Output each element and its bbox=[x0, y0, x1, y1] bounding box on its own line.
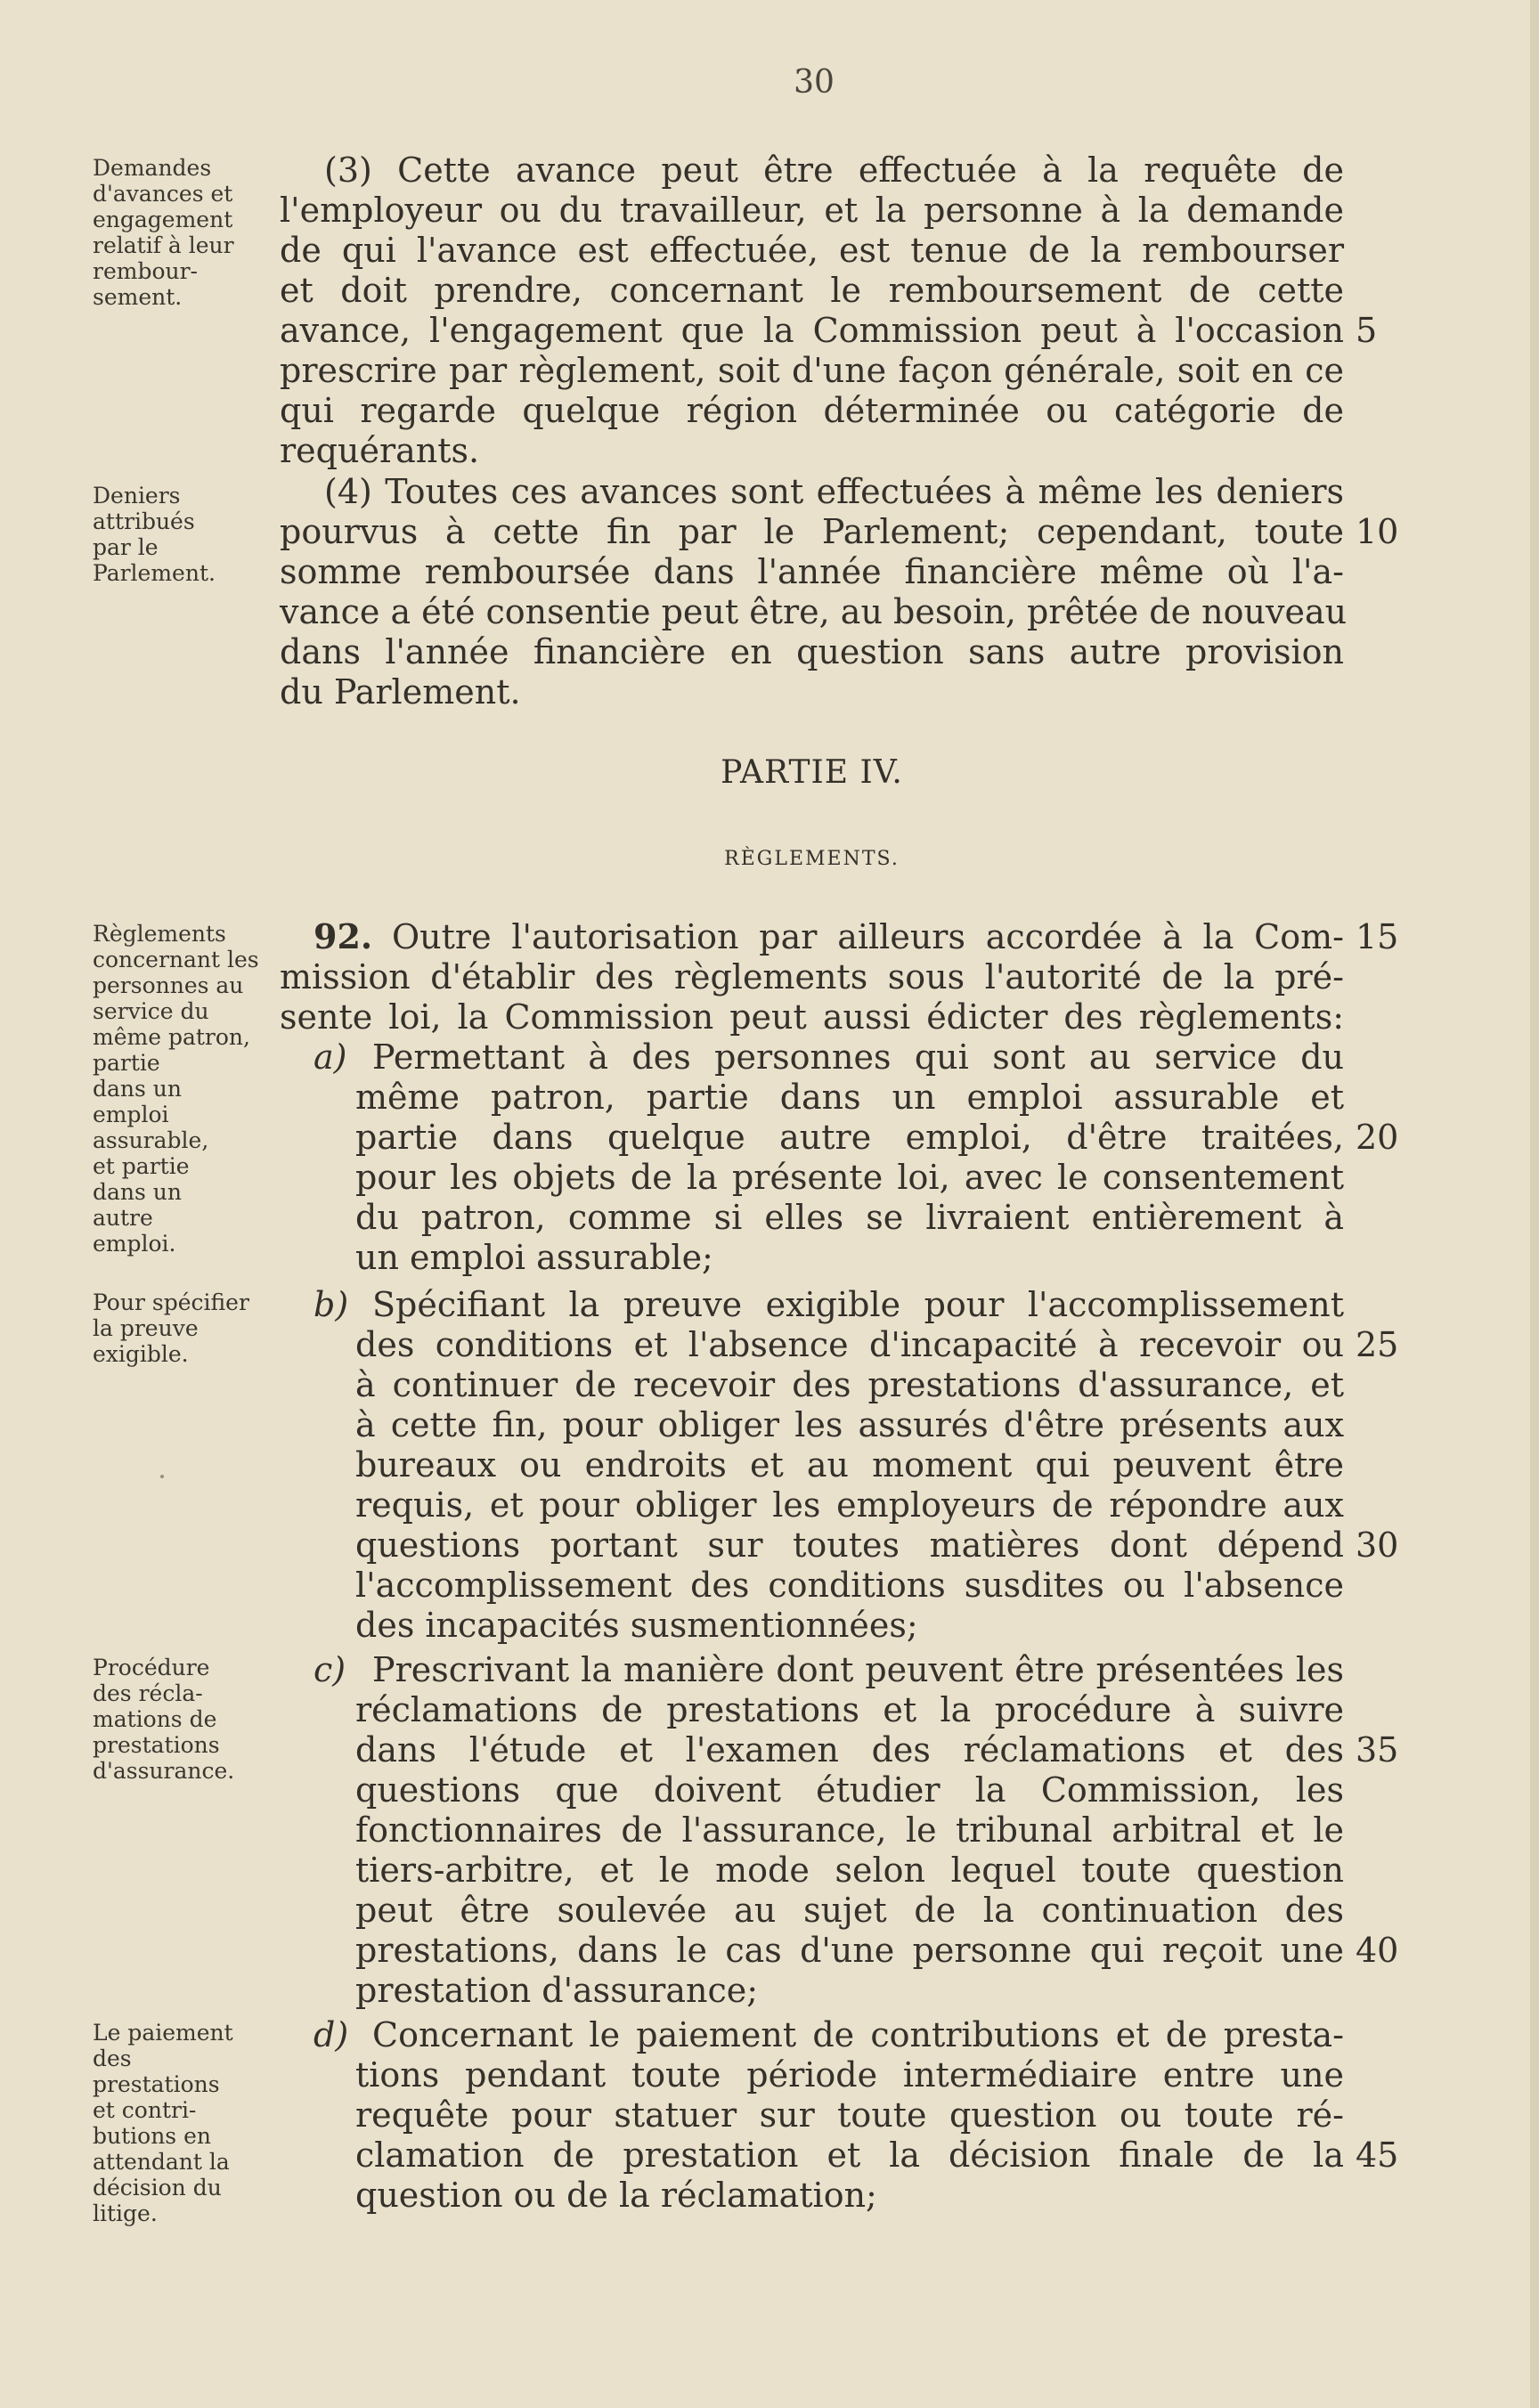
text-line: requête pour statuer sur toute question ou toute ré- bbox=[355, 2095, 1344, 2135]
text-line: vance a été consentie peut être, au besoin, prêtée de nouveau bbox=[280, 592, 1348, 631]
text-line: pourvus à cette fin par le Parlement; cependant, toute bbox=[280, 512, 1344, 551]
section-title: RÈGLEMENTS. bbox=[724, 848, 900, 870]
text-line: tions pendant toute période intermédiaire entre une bbox=[355, 2055, 1344, 2095]
text-line: des conditions et l'absence d'incapacité à recevoir ou bbox=[355, 1325, 1344, 1364]
text-line: Spécifiant la preuve exigible pour l'accomplissement bbox=[372, 1285, 1344, 1324]
text-line: et doit prendre, concernant le remboursement de cette bbox=[280, 271, 1344, 310]
text-line: Prescrivant la manière dont peuvent être présentées les bbox=[372, 1650, 1344, 1689]
margin-note-funds: Deniers attribués par le Parlement. bbox=[93, 483, 216, 586]
margin-note-procedure: Procédure des récla- mations de prestations d'assurance. bbox=[93, 1655, 235, 1784]
line-number: 20 bbox=[1356, 1118, 1399, 1157]
text-line: sente loi, la Commission peut aussi édicter des règlements: bbox=[280, 997, 1344, 1037]
text-line: questions portant sur toutes matières dont dépend bbox=[355, 1525, 1344, 1565]
margin-note-regulations: Règlements concernant les personnes au service du même patron, partie dans un emploi assurable, et partie dans un autre emploi. bbox=[93, 921, 259, 1257]
page-edge bbox=[1530, 0, 1539, 2408]
text-line: dans l'année financière en question sans autre provision bbox=[280, 632, 1344, 671]
text-line: requis, et pour obliger les employeurs de répondre aux bbox=[355, 1485, 1344, 1525]
item-label-c: c) bbox=[314, 1650, 346, 1689]
text-line: qui regarde quelque région déterminée ou catégorie de bbox=[280, 391, 1344, 430]
text-line: Permettant à des personnes qui sont au service du bbox=[372, 1037, 1344, 1077]
line-number: 45 bbox=[1356, 2135, 1399, 2175]
text-line: partie dans quelque autre emploi, d'être traitées, bbox=[355, 1118, 1344, 1157]
text-line: même patron, partie dans un emploi assurable et bbox=[355, 1078, 1344, 1117]
text-line: à continuer de recevoir des prestations d'assurance, et bbox=[355, 1365, 1344, 1404]
item-label-a: a) bbox=[314, 1037, 347, 1077]
text-line: de qui l'avance est effectuée, est tenue de la rembourser bbox=[280, 231, 1344, 270]
line-number: 35 bbox=[1356, 1730, 1399, 1769]
text-line: à cette fin, pour obliger les assurés d'être présents aux bbox=[355, 1405, 1344, 1444]
text-line: (3) Cette avance peut être effectuée à la requête de bbox=[324, 150, 1344, 190]
text-line: Concernant le paiement de contributions et de presta- bbox=[372, 2015, 1344, 2054]
text-line: prestations, dans le cas d'une personne qui reçoit une bbox=[355, 1931, 1344, 1970]
text-line: fonctionnaires de l'assurance, le tribunal arbitral et le bbox=[355, 1810, 1344, 1850]
text-line: réclamations de prestations et la procédure à suivre bbox=[355, 1690, 1344, 1729]
text-line: tiers-arbitre, et le mode selon lequel toute question bbox=[355, 1851, 1344, 1890]
line-number: 10 bbox=[1356, 512, 1399, 551]
text-line: peut être soulevée au sujet de la continuation des bbox=[355, 1891, 1344, 1930]
margin-note-payment: Le paiement des prestations et contri- butions en attendant la décision du litige. bbox=[93, 2020, 233, 2226]
line-number: 15 bbox=[1356, 917, 1399, 956]
text-line: avance, l'engagement que la Commission peut à l'occasion bbox=[280, 311, 1344, 350]
line-number: 40 bbox=[1356, 1931, 1399, 1970]
text-line: questions que doivent étudier la Commission, les bbox=[355, 1770, 1344, 1810]
text-line: prestation d'assurance; bbox=[355, 1971, 759, 2010]
line-number: 30 bbox=[1356, 1525, 1399, 1565]
margin-note-advances: Demandes d'avances et engagement relatif à leur rembour- sement. bbox=[93, 155, 234, 310]
item-label-d: d) bbox=[314, 2015, 349, 2054]
margin-note-proof: Pour spécifier la preuve exigible. bbox=[93, 1289, 249, 1367]
text-line: Outre l'autorisation par ailleurs accordée à la Com- bbox=[392, 917, 1344, 956]
line-number: 25 bbox=[1356, 1325, 1399, 1364]
text-line: du Parlement. bbox=[280, 672, 521, 712]
text-line: clamation de prestation et la décision finale de la bbox=[355, 2135, 1344, 2175]
text-line: (4) Toutes ces avances sont effectuées à même les deniers bbox=[324, 472, 1344, 511]
text-line: l'employeur ou du travailleur, et la personne à la demande bbox=[280, 191, 1344, 230]
text-line: dans l'étude et l'examen des réclamations et des bbox=[355, 1730, 1344, 1769]
section-number: 92. bbox=[314, 916, 373, 956]
text-line: bureaux ou endroits et au moment qui peuvent être bbox=[355, 1445, 1344, 1485]
line-number: 5 bbox=[1356, 311, 1378, 350]
text-line: somme remboursée dans l'année financière même où l'a- bbox=[280, 552, 1344, 591]
item-label-b: b) bbox=[314, 1285, 349, 1324]
text-line: requérants. bbox=[280, 431, 480, 470]
text-line: un emploi assurable; bbox=[355, 1238, 713, 1277]
text-line: pour les objets de la présente loi, avec le consentement bbox=[355, 1158, 1344, 1197]
text-line: question ou de la réclamation; bbox=[355, 2176, 877, 2215]
page-number: 30 bbox=[794, 64, 835, 101]
part-title: PARTIE IV. bbox=[721, 754, 903, 791]
text-line: du patron, comme si elles se livraient entièrement à bbox=[355, 1198, 1344, 1237]
text-line: prescrire par règlement, soit d'une façon générale, soit en ce bbox=[280, 351, 1344, 390]
text-line: l'accomplissement des conditions susdites ou l'absence bbox=[355, 1566, 1344, 1605]
speck bbox=[160, 1475, 164, 1478]
text-line: mission d'établir des règlements sous l'autorité de la pré- bbox=[280, 957, 1344, 997]
text-line: des incapacités susmentionnées; bbox=[355, 1606, 918, 1645]
